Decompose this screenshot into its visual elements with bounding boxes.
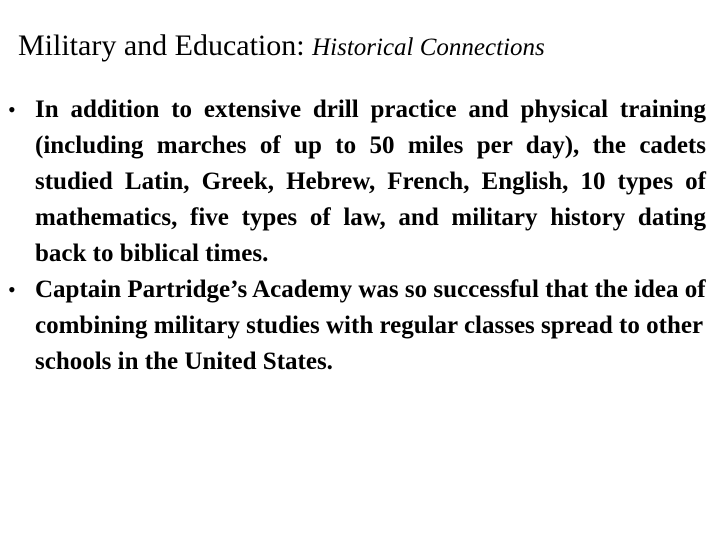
bullet-dot-icon: •	[8, 97, 16, 122]
slide-title-main: Military and Education:	[18, 29, 313, 62]
bullet-list	[8, 92, 706, 380]
slide-title-subtitle: Historical Connections	[312, 34, 545, 61]
bullet-text: Captain Partridge’s Academy was so successful that the idea of combining military studies with regular classes spread to other schools in the United States.	[35, 276, 706, 375]
slide-title	[18, 26, 708, 68]
bullet-item	[8, 92, 706, 272]
bullet-item	[8, 272, 706, 380]
bullet-dot-icon: •	[8, 277, 16, 302]
bullet-text: In addition to extensive drill practice and physical training (including marches of up to 50 miles per day), the cadets studied Latin, Greek, Hebrew, French, English, 10 types of mathematics, five types of law, and military history dating back to biblical times.	[35, 96, 706, 267]
